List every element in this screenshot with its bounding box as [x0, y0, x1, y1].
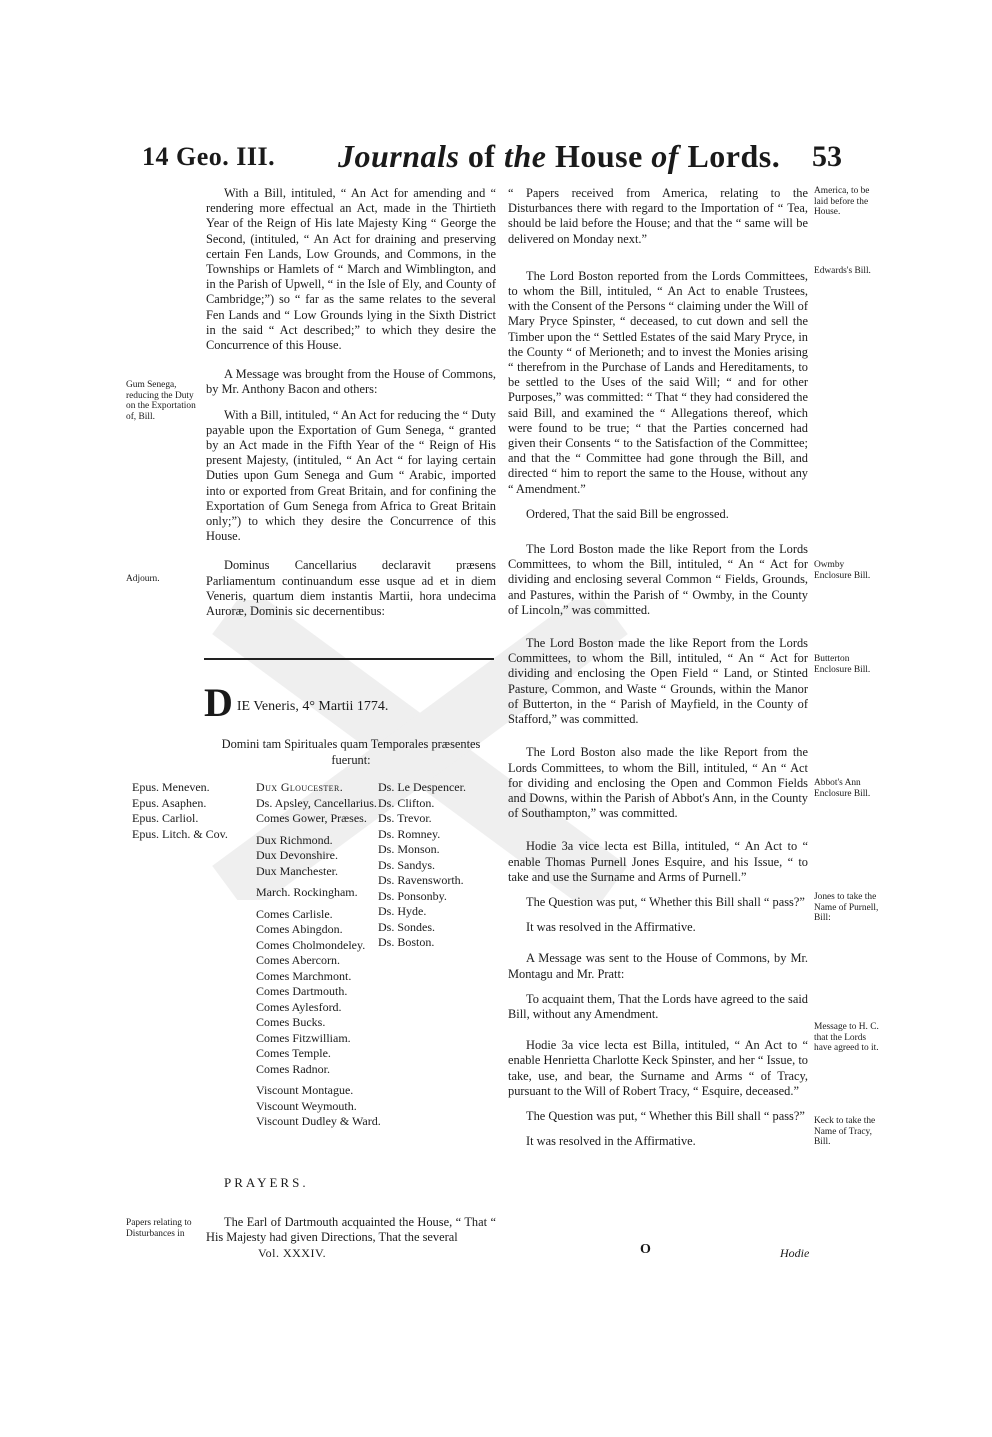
- list-item: Ds. Apsley, Cancellarius.: [256, 795, 377, 810]
- list-item: Comes Radnor.: [256, 1061, 330, 1076]
- list-item: Ds. Ravensworth.: [378, 873, 464, 887]
- margin-note-jones: Jones to take the Name of Purnell, Bill:: [814, 892, 879, 923]
- question-paragraph-2: The Question was put, “ Whether this Bill shall “ pass?”: [526, 1108, 805, 1123]
- list-item: Ds. Le Despencer.: [378, 780, 466, 794]
- sitting-date: DIE Veneris, 4° Martii 1774.: [204, 680, 389, 725]
- list-item: Epus. Carliol.: [132, 811, 199, 825]
- bill-paragraph-fen-lands: With a Bill, intituled, “ An Act for amending and “ rendering more effectual an Act, made in the Thirtieth Year of the Reign of His late Majesty King “ George the Second, (intituled, “ An Act for draining and preserving certain Fen Lands, Low Grounds, and Commons, in the Townships or Hamlets of “ March and Wimblington, and in the Parish of Upwell, “ in the Isle of Ely, and County of Cambridge;”) so “ far as the same relates to the several Fen Lands and “ Low Grounds lying in the Sixth District in the said “ Act described;” to which they desire the Concurrence of this House.: [206, 186, 496, 353]
- list-item: Ds. Boston.: [378, 935, 435, 949]
- list-item: Dux Devonshire.: [256, 848, 338, 862]
- margin-note-adjourn: Adjourn.: [126, 574, 160, 584]
- bishops-list: [132, 780, 252, 842]
- list-item: Comes Gower, Præses.: [256, 811, 367, 825]
- left-column: [206, 186, 496, 629]
- barons-list: [378, 780, 498, 951]
- question-paragraph: The Question was put, “ Whether this Bill shall “ pass?”: [526, 894, 805, 909]
- list-item: Ds. Romney.: [378, 826, 441, 841]
- list-item: Comes Abercorn.: [256, 953, 340, 967]
- list-item: Viscount Dudley & Ward.: [256, 1114, 381, 1128]
- margin-note-message: Message to H. C. that the Lords have agreed to it.: [814, 1022, 879, 1053]
- list-item: Ds. Sondes.: [378, 919, 436, 934]
- adjournment-paragraph: Dominus Cancellarius declaravit præsens Parliamentum continuandum esse usque ad et in diem Veneris, quartum diem instantis Martii, hora undecima Auroræ, Dominis sic decernentibus:: [206, 558, 496, 619]
- list-item: Comes Fitzwilliam.: [256, 1030, 351, 1045]
- list-item: Ds. Clifton.: [378, 795, 435, 810]
- list-item: Comes Bucks.: [256, 1015, 326, 1029]
- list-item: Ds. Trevor.: [378, 811, 432, 825]
- keck-bill-paragraph: Hodie 3a vice lecta est Billa, intituled, “ An Act to “ enable Henrietta Charlotte Keck Spinster, and her “ Issue, to take, use, and bear, the Surname and Arms “ of Tracy, pursuant to the Will of Robert Tracy, “ Esquire, deceased.”: [508, 1038, 808, 1098]
- list-item: Comes Dartmouth.: [256, 984, 348, 998]
- resolved-paragraph: It was resolved in the Affirmative.: [526, 920, 696, 935]
- ordered-paragraph: Ordered, That the said Bill be engrossed.: [526, 506, 729, 521]
- papers-paragraph: “ Papers received from America, relating to the Disturbances there with regard to the Importation of “ Tea, should be laid before the House; and that the “ same will be delivered on Monday next.”: [508, 186, 808, 246]
- list-item: Comes Aylesford.: [256, 999, 342, 1014]
- butterton-paragraph: The Lord Boston made the like Report from the Lords Committees, to whom the Bill, intituled, “ An “ Act for dividing and enclosing the Open Field “ Land, or Stinted Pasture, Common, and Waste “ Grounds, within the Manor of Butterton, in the “ Parish of Mayfield, in the County of Stafford,” was committed.: [508, 636, 808, 727]
- margin-note-abbots-ann: Abbot's Ann Enclosure Bill.: [814, 778, 871, 799]
- acquaint-paragraph: To acquaint them, That the Lords have agreed to the said Bill, without any Amendment.: [508, 991, 808, 1021]
- dartmouth-paragraph: The Earl of Dartmouth acquainted the House, “ That “ His Majesty had given Directions, That the several: [206, 1215, 496, 1245]
- list-item: Epus. Litch. & Cov.: [132, 826, 228, 841]
- list-item: Comes Marchmont.: [256, 968, 352, 983]
- right-column: [508, 186, 808, 1159]
- bill-paragraph-gum-senega: With a Bill, intituled, “ An Act for reducing the “ Duty payable upon the Exportation of Gum Senega, “ granted by an Act made in the Fifth Year of the “ Reign of His present Majesty, (intituled, “ An Act “ for laying certain Duties upon Gum Senega and Gum “ Arabic, imported into or exported from Great Britain, and for confining the Exportation of Gum Senega from Africa to Great Britain only;”) to which they desire the Concurrence of this House.: [206, 407, 496, 544]
- list-item: Ds. Monson.: [378, 842, 440, 856]
- journal-title: Journals of the House of Lords.: [338, 138, 781, 174]
- list-item: Comes Carlisle.: [256, 906, 333, 921]
- list-item: Ds. Hyde.: [378, 904, 427, 918]
- message-commons-paragraph: A Message was sent to the House of Commons, by Mr. Montagu and Mr. Pratt:: [508, 951, 808, 981]
- page-number: 53: [812, 140, 842, 173]
- owmby-paragraph: The Lord Boston made the like Report from the Lords Committees, to whom the Bill, intituled, “ An “ Act for dividing and enclosing several Common “ Fields, Grounds, and Pastures, within the Parish of “ Owmby, in the County of Lincoln,” was committed.: [508, 542, 808, 617]
- list-item: Epus. Meneven.: [132, 780, 210, 794]
- volume-number: Vol. XXXIV.: [258, 1246, 327, 1260]
- list-item: Comes Cholmondeley.: [256, 937, 366, 952]
- boston-report-paragraph: The Lord Boston reported from the Lords Committees, to whom the Bill, intituled, “ An Act to enable Trustees, with the Consent of the Persons “ claiming under the Will of Mary Pryce Spinster, “ deceased, to cut down and sell the Timber upon the “ Settled Estates of the said Mary Pryce, in the County “ of Merioneth; and to invest the Monies arising “ therefrom in the Purchase of Lands and Hereditaments, to be settled to the Uses of the said Will; “ and for other Purposes,” was committed: “ That “ they had considered the said Bill, and examined the “ Allegations thereof, which were found to be true; “ that the Parties concerned had given their Consents “ to the Satisfaction of the Committee; and that the “ Committee had gone through the Bill, and directed “ him to report the same to the House, without any “ Amendment.”: [508, 268, 808, 496]
- list-item: Comes Temple.: [256, 1046, 331, 1060]
- list-item: Ds. Sandys.: [378, 857, 436, 872]
- margin-note-america: America, to be laid before the House.: [814, 186, 870, 217]
- jones-bill-paragraph: Hodie 3a vice lecta est Billa, intituled, “ An Act to “ enable Thomas Purnell Jones Esquire, and his Issue, “ to take and use the Surname and Arms of Purnell.”: [508, 839, 808, 884]
- margin-note-owmby: Owmby Enclosure Bill.: [814, 560, 871, 581]
- margin-note-papers: Papers relating to Disturbances in: [126, 1218, 192, 1239]
- prayers-heading: PRAYERS.: [224, 1175, 309, 1190]
- list-item: Dux Manchester.: [256, 863, 338, 878]
- catchword: Hodie: [780, 1246, 810, 1260]
- list-item: Dux Gloucester.: [256, 780, 344, 794]
- list-item: March. Rockingham.: [256, 885, 358, 899]
- resolved-paragraph-2: It was resolved in the Affirmative.: [526, 1134, 696, 1149]
- margin-note-keck: Keck to take the Name of Tracy, Bill.: [814, 1116, 876, 1147]
- list-item: Comes Abingdon.: [256, 922, 343, 936]
- list-item: Ds. Ponsonby.: [378, 888, 447, 903]
- list-item: Epus. Asaphen.: [132, 795, 207, 810]
- present-line: Domini tam Spirituales quam Temporales præsentes fuerunt:: [221, 737, 481, 767]
- list-item: Dux Richmond.: [256, 832, 333, 847]
- message-paragraph: A Message was brought from the House of Commons, by Mr. Anthony Bacon and others:: [206, 367, 496, 397]
- margin-note-edwards: Edwards's Bill.: [814, 266, 871, 276]
- temporal-lords-list: [256, 780, 386, 1130]
- dartmouth-paragraph-block: [206, 1215, 496, 1255]
- list-item: Viscount Montague.: [256, 1083, 354, 1097]
- list-item: Viscount Weymouth.: [256, 1098, 357, 1113]
- signature-mark: O: [640, 1242, 651, 1257]
- abbots-ann-paragraph: The Lord Boston also made the like Report from the Lords Committees, to whom the Bill, intituled, “ An “ Act for dividing and enclosing the Open and Common Fields and Downs, within the Parish of Abbot's Ann, in the County of Southampton,” was committed.: [508, 745, 808, 821]
- section-rule: [204, 658, 494, 660]
- margin-note-gum-senega: Gum Senega, reducing the Duty on the Exportation of, Bill.: [126, 380, 196, 422]
- regnal-year: 14 Geo. III.: [142, 142, 276, 171]
- margin-note-butterton: Butterton Enclosure Bill.: [814, 654, 871, 675]
